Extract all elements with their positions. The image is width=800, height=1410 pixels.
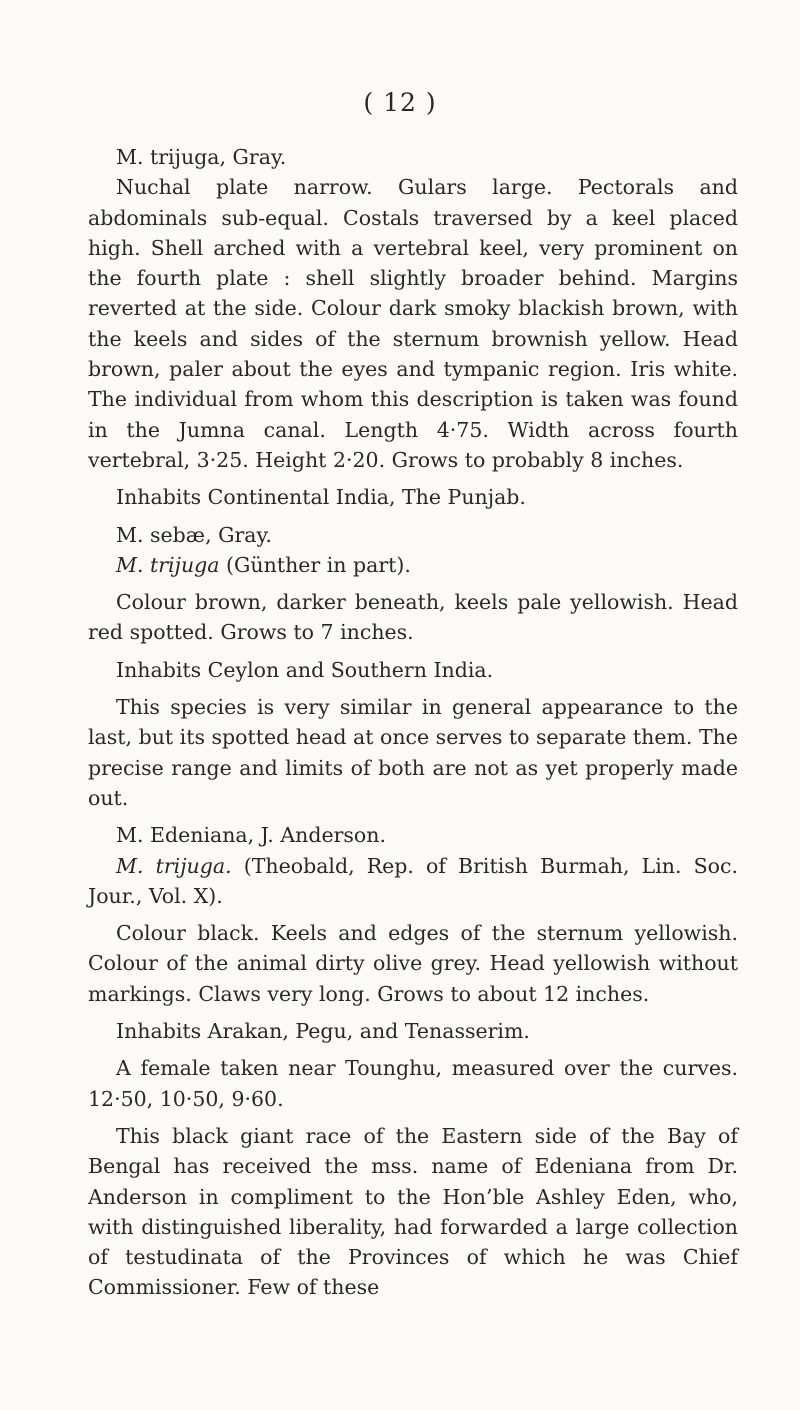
- species-note: A female taken near Tounghu, measured over the curves. 12·50, 10·50, 9·60.: [88, 1056, 738, 1111]
- species-heading: M. trijuga, Gray.: [116, 145, 287, 169]
- synonym-name: M. trijuga.: [116, 853, 232, 878]
- species-description: Colour brown, darker beneath, keels pale yellowish. Head red spotted. Grows to 7 inches.: [88, 590, 738, 645]
- page-body: [88, 142, 738, 1310]
- species-description: Nuchal plate narrow. Gulars large. Pectorals and abdominals sub-equal. Costals traversed by a keel placed high. Shell arched with a vertebral keel, very prominent on the fourth plate : shell slightly broader behind. Margins reverted at the side. Colour dark smoky blackish brown, with the keels and sides of the sternum brownish yellow. Head brown, paler about the eyes and tympanic region. Iris white. The individual from whom this description is taken was found in the Jumna canal. Length 4·75. Width across fourth vertebral, 3·25. Height 2·20. Grows to probably 8 inches.: [88, 175, 738, 472]
- species-note: This black giant race of the Eastern side of the Bay of Bengal has received the mss. name of Edeniana from Dr. Anderson in compliment to the Hon’ble Ashley Eden, who, with distinguished liberality, had forwarded a large collection of testudinata of the Provinces of which he was Chief Commissioner. Few of these: [88, 1123, 738, 1300]
- habitat-line: Inhabits Continental India, The Punjab.: [116, 485, 526, 510]
- habitat-line: Inhabits Ceylon and Southern India.: [116, 657, 494, 682]
- species-description: Colour black. Keels and edges of the sternum yellowish. Colour of the animal dirty olive grey. Head yellowish without markings. Claws very long. Grows to about 12 inches.: [88, 921, 738, 1006]
- habitat-line: Inhabits Arakan, Pegu, and Tenasserim.: [116, 1019, 530, 1044]
- species-heading: M. sebæ, Gray.: [116, 522, 272, 547]
- synonym-name: M. trijuga: [116, 552, 220, 577]
- page-number: ( 12 ): [363, 88, 437, 117]
- synonym-line: [88, 550, 738, 580]
- synonym-line: [88, 851, 738, 912]
- species-note: This species is very similar in general appearance to the last, but its spotted head at once serves to separate them. The precise range and limits of both are not as yet properly made out.: [88, 695, 738, 810]
- synonym-reference: (Günther in part).: [219, 552, 411, 577]
- synonym-reference: (Theobald, Rep. of British Burmah, Lin. Soc. Jour., Vol. X).: [88, 853, 738, 908]
- species-heading: M. Edeniana, J. Anderson.: [116, 823, 386, 848]
